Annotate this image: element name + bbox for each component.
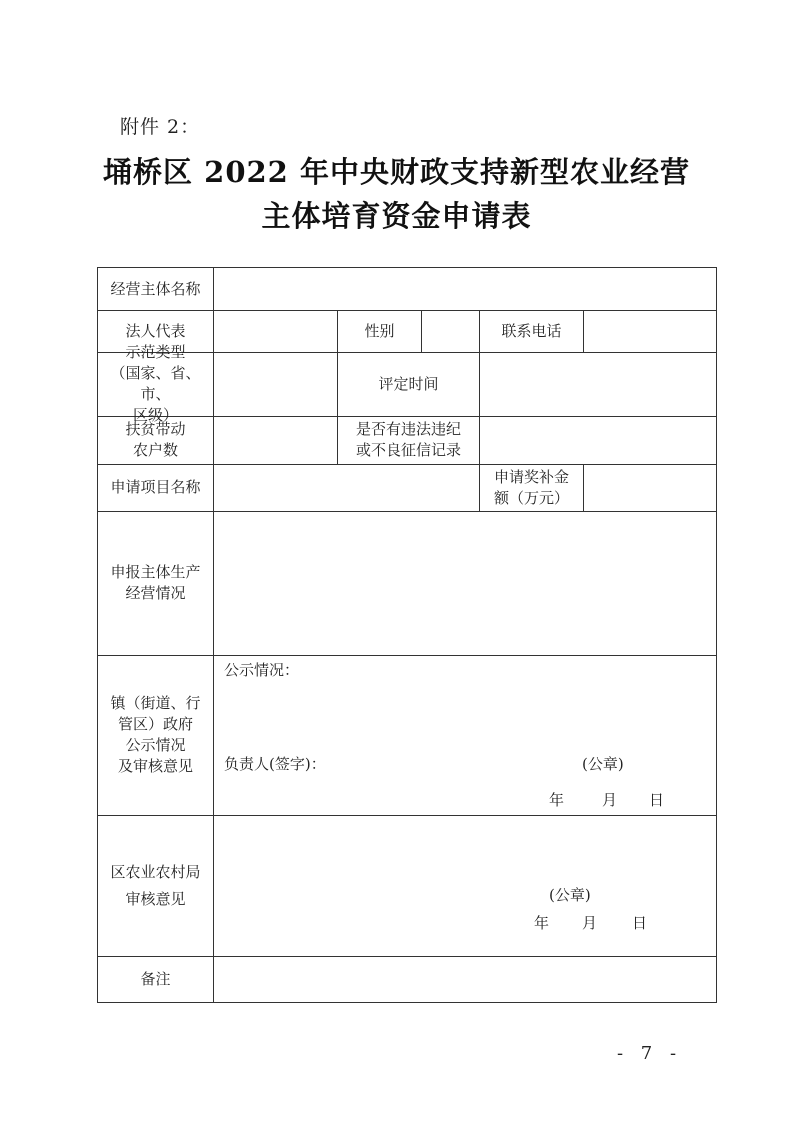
label-bureau-line2: 审核意见 bbox=[125, 889, 186, 908]
attachment-label: 附件 2： bbox=[120, 116, 201, 138]
label-amount-line2: 额（万元） bbox=[493, 488, 569, 507]
field-entity-name[interactable] bbox=[214, 268, 716, 310]
field-eval-time[interactable] bbox=[480, 352, 716, 416]
label-town-review bbox=[98, 655, 213, 815]
page-number: - 7 - bbox=[617, 1043, 683, 1064]
page-title-line2: 主体培育资金申请表 bbox=[261, 199, 532, 233]
publicity-label: 公示情况： bbox=[224, 661, 300, 679]
label-amount-line1: 申请奖补金 bbox=[493, 467, 569, 486]
bureau-date-year-label: 年 bbox=[534, 914, 550, 932]
label-poverty-line2: 农户数 bbox=[132, 441, 178, 459]
date-day-label: 日 bbox=[649, 791, 665, 809]
field-gender[interactable] bbox=[422, 310, 479, 352]
seal-label: (公章) bbox=[582, 755, 624, 773]
label-town-line2: 管区）政府 bbox=[117, 715, 193, 733]
field-phone[interactable] bbox=[584, 310, 716, 352]
label-legal-rep: 法人代表 bbox=[125, 321, 186, 340]
label-violation-line2: 或不良征信记录 bbox=[355, 441, 461, 459]
label-bureau-line1: 区农业农村局 bbox=[110, 862, 201, 881]
field-remarks[interactable] bbox=[214, 956, 716, 1002]
label-town-line3: 公示情况 bbox=[125, 736, 186, 754]
field-violation-record[interactable] bbox=[480, 416, 716, 464]
field-subsidy-amount[interactable] bbox=[584, 464, 716, 511]
field-project-name[interactable] bbox=[214, 464, 479, 511]
label-demo-type bbox=[98, 343, 213, 424]
date-month-label: 月 bbox=[602, 791, 618, 809]
label-poverty-line1: 扶贫带动 bbox=[125, 420, 186, 438]
label-project-name: 申请项目名称 bbox=[110, 478, 201, 496]
label-gender: 性别 bbox=[364, 321, 395, 340]
date-year-label: 年 bbox=[549, 791, 565, 809]
label-eval-time: 评定时间 bbox=[378, 374, 439, 393]
label-phone: 联系电话 bbox=[501, 321, 562, 340]
field-production-status[interactable] bbox=[214, 511, 716, 655]
label-production-line1: 申报主体生产 bbox=[110, 563, 201, 581]
field-demo-type[interactable] bbox=[214, 352, 337, 416]
label-violation-line1: 是否有违法违纪 bbox=[355, 420, 461, 438]
label-town-line4: 及审核意见 bbox=[117, 757, 193, 775]
page-title-line1: 埇桥区 2022 年中央财政支持新型农业经营 bbox=[103, 155, 690, 189]
label-bureau-review bbox=[98, 815, 213, 956]
label-town-line1: 镇（街道、行 bbox=[110, 694, 201, 712]
label-demo-type-line3: 区级） bbox=[132, 406, 178, 424]
responsible-signature-label: 负责人(签字)： bbox=[224, 755, 326, 773]
field-legal-rep[interactable] bbox=[214, 310, 337, 352]
label-demo-type-line1: 示范类型 bbox=[125, 343, 186, 361]
label-production-line2: 经营情况 bbox=[125, 584, 186, 602]
application-form-table bbox=[97, 267, 717, 1003]
bureau-date-month-label: 月 bbox=[582, 914, 598, 932]
field-poverty-households[interactable] bbox=[214, 416, 337, 464]
label-violation-record bbox=[338, 416, 479, 464]
label-demo-type-line2: （国家、省、市、 bbox=[110, 364, 201, 403]
bureau-date-day-label: 日 bbox=[632, 914, 648, 932]
label-entity-name: 经营主体名称 bbox=[110, 279, 201, 298]
field-bureau-review[interactable] bbox=[214, 815, 716, 956]
label-production-status bbox=[98, 511, 213, 655]
field-town-review[interactable] bbox=[214, 655, 716, 815]
label-poverty-households bbox=[98, 416, 213, 464]
label-remarks: 备注 bbox=[140, 969, 171, 988]
bureau-seal-label: (公章) bbox=[549, 886, 591, 904]
label-subsidy-amount bbox=[480, 464, 583, 511]
